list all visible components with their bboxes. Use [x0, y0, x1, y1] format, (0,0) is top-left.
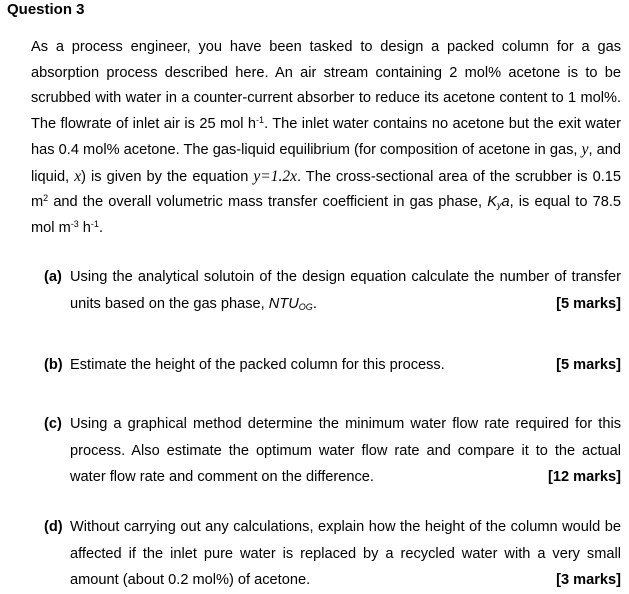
- intro-text: and the overall volumetric mass transfer coefficient in gas phase,: [48, 194, 488, 210]
- intro-text: . The inlet water contains no acetone but the exit water has 0.4 mol% acetone. The gas-liquid equilibrium (for composition of acetone in gas,: [31, 115, 621, 158]
- equilibrium-equation: y=1.2x: [253, 167, 297, 185]
- part-d-marks: [3 marks]: [556, 572, 621, 588]
- problem-statement: [31, 35, 621, 241]
- unit-exponent: 2: [43, 193, 49, 203]
- intro-text: h: [78, 219, 91, 236]
- part-a-marks: [5 marks]: [556, 295, 621, 312]
- part-b-marks: [5 marks]: [556, 357, 621, 373]
- kya-symbol: $K_ya$: [487, 194, 510, 210]
- part-d-label: (d): [44, 519, 63, 535]
- intro-text: .: [98, 219, 103, 236]
- intro-text: As a process engineer, you have been tasked to design a packed column for a gas absorption process described here. An air stream containing 2 mol% acetone is to be scrubbed with water in a counter-current absorber to reduce its acetone content to 1 mol%. The flowrate of inlet air is 25 mol h: [31, 39, 621, 132]
- part-b-text: Estimate the height of the packed column for this process.: [70, 357, 445, 373]
- part-a: (a) Using the analytical solutoin of the design equation calculate the number of transfer units based on the gas phase, $NTU_{OG}$. [5 marks]: [44, 264, 621, 317]
- variable-x: x: [74, 167, 82, 185]
- variable-y: y: [581, 141, 589, 158]
- question-title: Question 3: [7, 1, 85, 18]
- unit-exponent: -1: [90, 218, 99, 229]
- intro-text: , and liquid,: [31, 142, 621, 185]
- part-d-text: Without carrying out any calculations, explain how the height of the column would be affected if the inlet pure water is replaced by a recycled water with a very small amount (about 0.2 mol%) of acetone.: [70, 519, 621, 588]
- part-c-label: (c): [44, 416, 62, 432]
- intro-text: , is equal to 78.5 mol m: [31, 194, 621, 236]
- unit-exponent: -1: [256, 114, 265, 125]
- intro-text: ) is given by the equation: [81, 168, 254, 185]
- part-d: [44, 514, 621, 594]
- part-b: [44, 352, 621, 379]
- part-c: [44, 411, 621, 491]
- part-c-marks: [12 marks]: [547, 469, 621, 485]
- ntu-symbol: $NTU_{OG}$: [268, 295, 313, 312]
- part-b-label: (b): [44, 357, 63, 373]
- unit-exponent: -3: [70, 218, 79, 229]
- part-c-text: Using a graphical method determine the minimum water flow rate required for this process. Also estimate the optimum water flow rate and compare it to the actual water flow rate and comment on the difference.: [70, 416, 621, 485]
- part-a-label: (a): [44, 269, 62, 285]
- intro-text: . The cross-sectional area of the scrubber is 0.15 m: [31, 168, 622, 210]
- part-a-text: Using the analytical solutoin of the design equation calculate the number of transfer units based on the gas phase,: [70, 269, 621, 312]
